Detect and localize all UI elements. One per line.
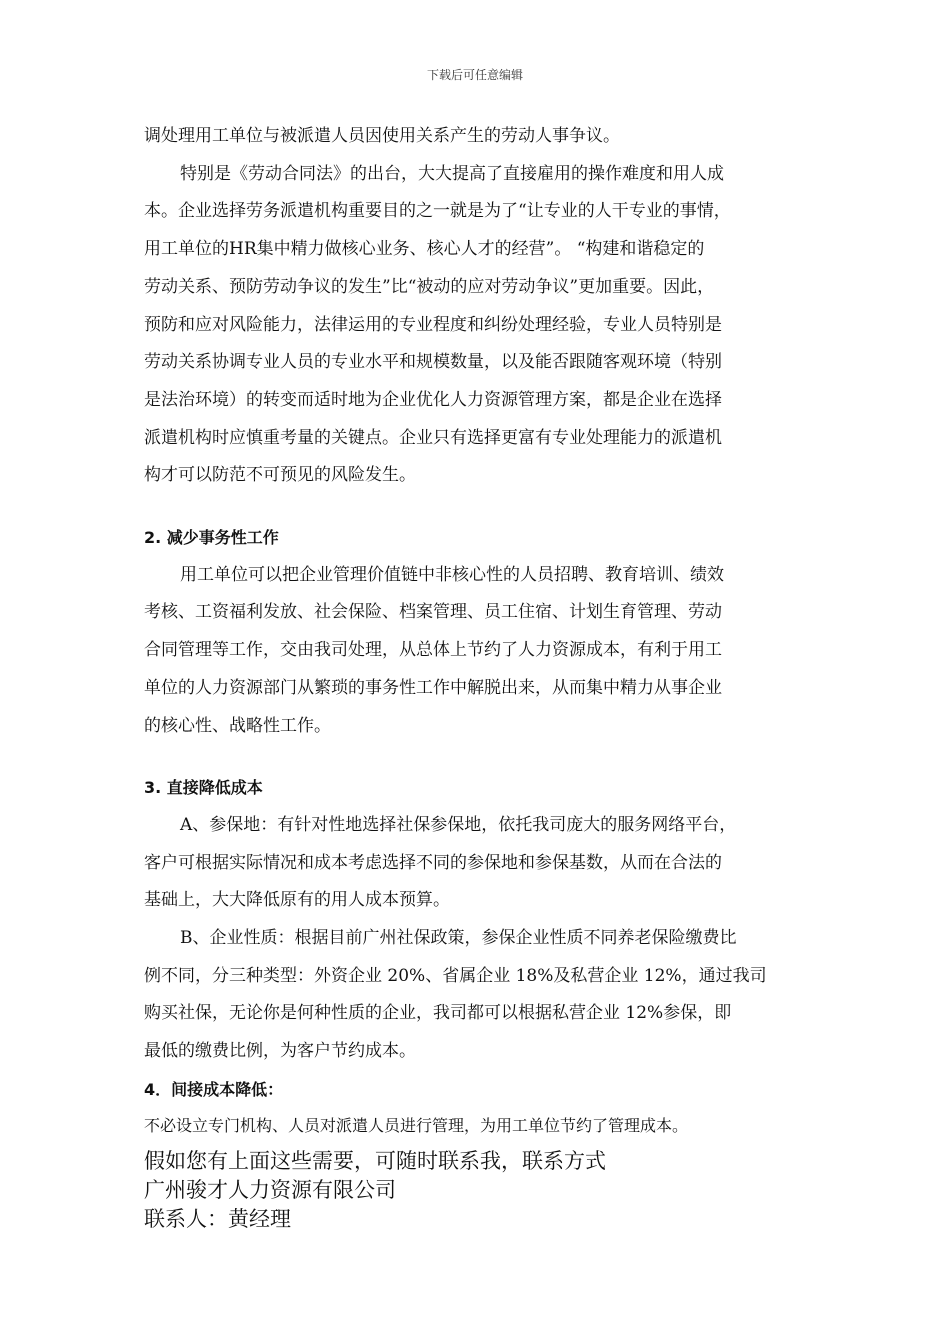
section-3 [144,769,824,1071]
paragraph-line: 调处理用工单位与被派遣人员因使用关系产生的劳动人事争议。 [144,126,620,146]
paragraph-line: 的核心性、战略性工作。 [144,715,331,736]
paragraph-line: 本。企业选择劳务派遣机构重要目的之一就是为了“让专业的人干专业的事情， [144,201,731,222]
paragraph-line: 用工单位的HR集中精力做核心业务、核心人才的经营”。 “构建和谐稳定的 [144,239,705,260]
paragraph-line: 劳动关系协调专业人员的专业水平和规模数量，以及能否跟随客观环境（特别 [144,352,722,373]
section-2 [144,519,824,745]
paragraph-line: 不必设立专门机构、人员对派遣人员进行管理，为用工单位节约了管理成本。 [144,1115,689,1135]
paragraph-line: 预防和应对风险能力，法律运用的专业程度和纠纷处理经验，专业人员特别是 [144,314,722,335]
paragraph-line: A、参保地：有针对性地选择社保参保地，依托我司庞大的服务网络平台， [180,814,737,835]
paragraph-line: 例不同，分三种类型：外资企业 20%、省属企业 18%及私营企业 12%，通过我司 [144,965,767,986]
paragraph-line: B、企业性质：根据目前广州社保政策，参保企业性质不同养老保险缴费比 [180,928,737,949]
contact-block [144,1147,824,1234]
section-1 [144,118,824,495]
paragraph-line: 购买社保，无论你是何种性质的企业，我司都可以根据私营企业 12%参保，即 [144,1003,732,1024]
paragraph-line: 单位的人力资源部门从繁琐的事务性工作中解脱出来，从而集中精力从事企业 [144,677,722,698]
paragraph-line: 构才可以防范不可预见的风险发生。 [144,465,416,486]
document-body [144,118,824,1234]
section-heading: 3. 直接降低成本 [144,778,263,798]
paragraph-line: 用工单位可以把企业管理价值链中非核心性的人员招聘、教育培训、绩效 [180,564,724,585]
paragraph-line: 是法治环境）的转变而适时地为企业优化人力资源管理方案，都是企业在选择 [144,389,722,410]
paragraph-line: 最低的缴费比例，为客户节约成本。 [144,1041,416,1062]
section-4 [144,1071,824,1143]
paragraph-line: 特别是《劳动合同法》的出台，大大提高了直接雇用的操作难度和用人成 [180,163,724,184]
section-heading: 4．间接成本降低： [144,1079,284,1099]
contact-intro: 假如您有上面这些需要，可随时联系我，联系方式 [144,1148,606,1173]
paragraph-line: 派遣机构时应慎重考量的关键点。企业只有选择更富有专业处理能力的派遣机 [144,427,722,448]
paragraph-line: 基础上，大大降低原有的用人成本预算。 [144,890,450,911]
contact-person: 联系人：黄经理 [144,1206,291,1231]
paragraph-line: 合同管理等工作，交由我司处理，从总体上节约了人力资源成本，有利于用工 [144,640,722,661]
section-heading: 2. 减少事务性工作 [144,528,279,548]
company-name: 广州骏才人力资源有限公司 [144,1177,396,1202]
paragraph-line: 考核、工资福利发放、社会保险、档案管理、员工住宿、计划生育管理、劳动 [144,602,722,623]
paragraph-line: 劳动关系、预防劳动争议的发生”比“被动的应对劳动争议”更加重要。因此， [144,276,715,297]
page-header: 下载后可任意编辑 [426,68,523,82]
paragraph-line: 客户可根据实际情况和成本考虑选择不同的参保地和参保基数，从而在合法的 [144,852,722,873]
